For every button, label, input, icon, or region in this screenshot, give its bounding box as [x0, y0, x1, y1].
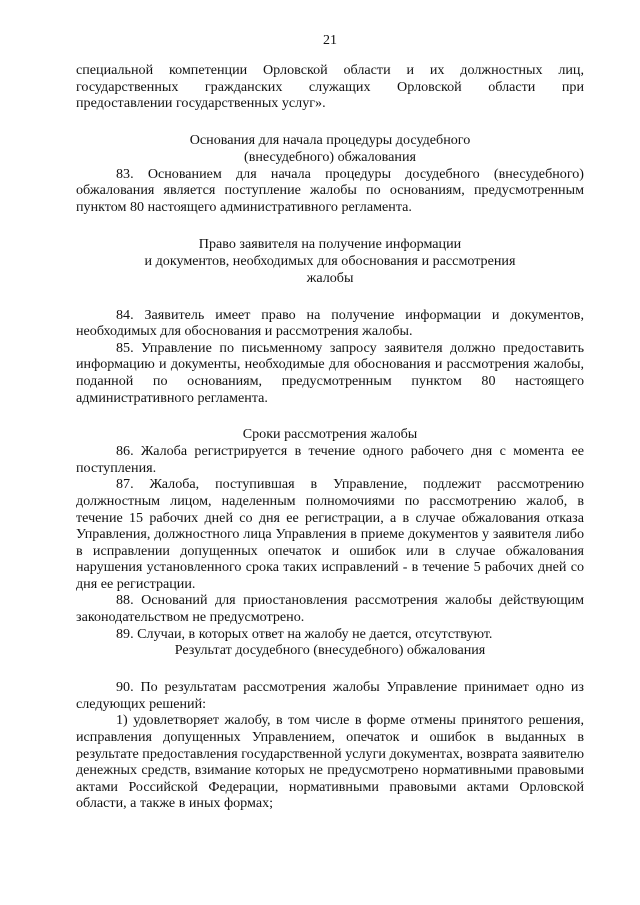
paragraph: 88. Оснований для приостановления рассмотрения жалобы действующим законодательством не предусмотрено.: [76, 592, 584, 626]
page-number: 21: [323, 33, 337, 48]
spacer: [76, 406, 584, 426]
spacer: [76, 659, 584, 679]
section-heading-line: Результат досудебного (внесудебного) обжалования: [174, 642, 486, 659]
section-heading-line: Сроки рассмотрения жалобы: [242, 426, 418, 443]
paragraph: 89. Случаи, в которых ответ на жалобу не дается, отсутствуют.: [116, 625, 493, 642]
document-body: [76, 62, 584, 812]
section-heading-line: Право заявителя на получение информации: [198, 235, 462, 252]
paragraph: 90. По результатам рассмотрения жалобы Управление принимает одно из следующих решений:: [76, 679, 584, 712]
paragraph: 83. Основанием для начала процедуры досудебного (внесудебного) обжалования является поступление жалобы по основаниям, предусмотренным пунктом 80 настоящего административного регламента.: [76, 165, 584, 215]
spacer: [76, 112, 584, 132]
paragraph: 84. Заявитель имеет право на получение информации и документов, необходимых для обоснования и рассмотрения жалобы.: [76, 306, 584, 340]
section-heading: [76, 236, 584, 287]
section-heading: [76, 132, 584, 166]
paragraph: предоставлении государственных услуг».: [76, 95, 326, 112]
section-heading: [76, 642, 584, 659]
section-heading: [76, 426, 584, 443]
section-heading-line: (внесудебного) обжалования: [244, 148, 416, 165]
paragraph: 85. Управление по письменному запросу заявителя должно предоставить информацию и документы, необходимые для обоснования и рассмотрения жалобы, поданной по основаниям, предусмотренным пунктом 80 настоящего административного регламента.: [76, 339, 584, 406]
paragraph: 1) удовлетворяет жалобу, в том числе в форме отмены принятого решения, исправления допущенных Управлением, опечаток и ошибок в выданных в результате предоставления государственной услуги документах, возврата заявителю денежных средств, взимание которых не предусмотрено нормативными правовыми актами Российской Федерации, нормативными правовыми актами Орловской области, а также в иных формах;: [76, 712, 584, 812]
section-heading-line: и документов, необходимых для обоснования и рассмотрения: [144, 252, 516, 269]
section-heading-line: Основания для начала процедуры досудебного: [189, 131, 471, 148]
section-heading-line: жалобы: [306, 269, 354, 286]
spacer: [76, 287, 584, 307]
paragraph: 87. Жалоба, поступившая в Управление, подлежит рассмотрению должностным лицом, наделенным полномочиями по рассмотрению жалоб, в течение 15 рабочих дней со дня ее регистрации, а в случае обжалования отказа Управления, должностного лица Управления в приеме документов у заявителя либо в исправлении допущенных опечаток и ошибок или в случае обжалования нарушения установленного срока таких исправлений - в течение 5 рабочих дней со дня ее регистрации.: [76, 476, 584, 592]
paragraph: специальной компетенции Орловской области и их должностных лиц, государственных гражданских служащих Орловской области при: [76, 62, 584, 95]
spacer: [76, 216, 584, 236]
paragraph: 86. Жалоба регистрируется в течение одного рабочего дня с момента ее поступления.: [76, 443, 584, 476]
